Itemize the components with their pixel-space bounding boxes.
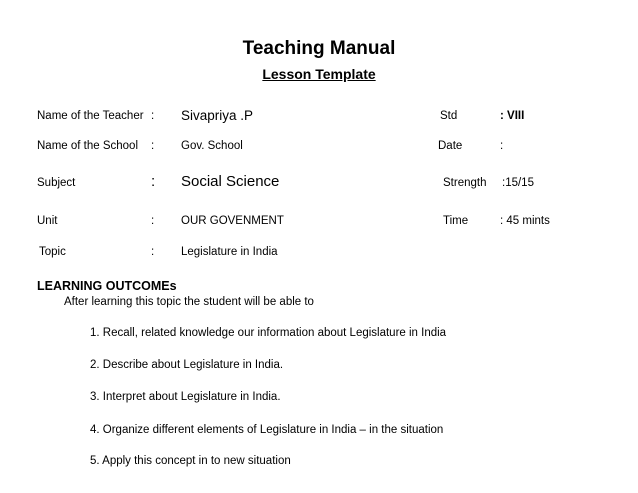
detail-right-label: Time: [443, 215, 469, 227]
detail-value: OUR GOVENMENT: [181, 215, 284, 227]
outcome-item: 1. Recall, related knowledge our information about Legislature in India: [90, 327, 447, 339]
detail-colon: :: [151, 215, 155, 227]
outcome-item: 4. Organize different elements of Legislature in India – in the situation: [90, 424, 444, 436]
detail-label: Name of the Teacher: [37, 110, 144, 122]
detail-right-value: : 45 mints: [500, 215, 550, 227]
detail-right-label: Date: [438, 140, 463, 152]
learning-outcomes-heading: LEARNING OUTCOMEs: [37, 279, 177, 293]
page-title: Teaching Manual: [242, 38, 396, 59]
detail-value: Social Science: [181, 173, 280, 190]
detail-right-value: :15/15: [502, 177, 534, 189]
outcome-item: 3. Interpret about Legislature in India.: [90, 391, 281, 403]
detail-label: Name of the School: [37, 140, 139, 152]
page-subtitle: Lesson Template: [262, 66, 376, 82]
detail-value: Legislature in India: [181, 246, 278, 258]
learning-outcomes-intro: After learning this topic the student will be able to: [64, 296, 314, 308]
detail-colon: :: [151, 246, 155, 258]
detail-value: Sivapriya .P: [181, 108, 254, 123]
detail-label: Topic: [39, 246, 66, 258]
detail-right-value: : VIII: [500, 110, 525, 122]
detail-right-label: Std: [440, 110, 458, 122]
outcome-item: 5. Apply this concept in to new situation: [90, 455, 291, 467]
detail-colon: :: [151, 140, 155, 152]
detail-label: Unit: [37, 215, 58, 227]
detail-right-value: :: [500, 140, 504, 152]
detail-right-label: Strength: [443, 177, 487, 189]
detail-value: Gov. School: [181, 140, 243, 152]
detail-colon: :: [151, 173, 156, 190]
detail-label: Subject: [37, 177, 76, 189]
detail-colon: :: [151, 110, 155, 122]
outcome-item: 2. Describe about Legislature in India.: [90, 359, 284, 371]
